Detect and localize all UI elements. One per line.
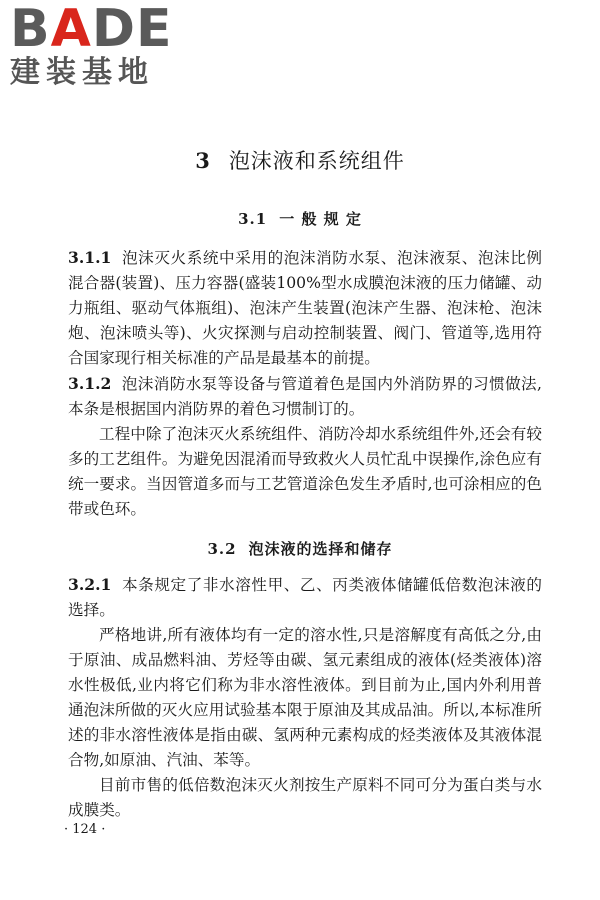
clause-3-1-1 xyxy=(68,245,542,371)
logo-letter-b: B xyxy=(10,0,51,59)
section-heading-3-2 xyxy=(0,538,600,559)
clause-number: 3.1.1 xyxy=(68,248,112,267)
section-3-1-body xyxy=(68,245,542,522)
section-heading-3-1 xyxy=(0,208,600,229)
clause-text: 泡沫灭火系统中采用的泡沫消防水泵、泡沫液泵、泡沫比例混合器(装置)、压力容器(盛装100%型水成膜泡沫液的压力储罐、动力瓶组、驱动气体瓶组)、泡沫产生装置(泡沫产生器、泡沫枪、泡沫炮、泡沫喷头等)、火灾探测与启动控制装置、阀门、管道等,选用符合国家现行相关标准的产品是最基本的前提。 xyxy=(68,249,542,367)
chapter-title xyxy=(0,145,600,175)
clause-3-2-1 xyxy=(68,572,542,623)
page-number: · 124 · xyxy=(64,822,106,837)
logo-mark xyxy=(10,0,180,59)
brand-logo xyxy=(10,0,180,90)
logo-subtitle: 建装基地 xyxy=(10,55,154,90)
logo-letter-a: A xyxy=(50,0,92,59)
clause-text: 本条规定了非水溶性甲、乙、丙类液体储罐低倍数泡沫液的选择。 xyxy=(68,576,542,619)
section-number: 3.2 xyxy=(207,540,237,558)
clause-text: 泡沫消防水泵等设备与管道着色是国内外消防界的习惯做法,本条是根据国内消防界的着色习惯制订的。 xyxy=(68,375,542,418)
paragraph: 严格地讲,所有液体均有一定的溶水性,只是溶解度有高低之分,由于原油、成品燃料油、芳烃等由碳、氢元素组成的液体(烃类液体)溶水性极低,业内将它们称为非水溶性液体。到目前为止,国内外利用普通泡沫所做的灭火应用试验基本限于原油及其成品油。所以,本标准所述的非水溶性液体是指由碳、氢两种元素构成的烃类液体及其液体混合物,如原油、汽油、苯等。 xyxy=(68,626,542,769)
paragraph: 工程中除了泡沫灭火系统组件、消防冷却水系统组件外,还会有较多的工艺组件。为避免因混淆而导致救火人员忙乱中误操作,涂色应有统一要求。当因管道多而与工艺管道涂色发生矛盾时,也可涂相应的色带或色环。 xyxy=(68,425,542,518)
paragraph: 目前市售的低倍数泡沫灭火剂按生产原料不同可分为蛋白类与水成膜类。 xyxy=(68,776,542,819)
section-name: 泡沫液的选择和储存 xyxy=(248,540,393,558)
clause-number: 3.2.1 xyxy=(68,575,112,594)
chapter-number: 3 xyxy=(195,148,211,173)
section-number: 3.1 xyxy=(238,210,268,228)
clause-number: 3.1.2 xyxy=(68,374,112,393)
chapter-name: 泡沫液和系统组件 xyxy=(228,149,405,173)
section-name: 一 般 规 定 xyxy=(279,210,362,228)
section-3-2-body xyxy=(68,572,542,823)
clause-3-1-2 xyxy=(68,371,542,422)
logo-letters-de: DE xyxy=(91,0,173,59)
